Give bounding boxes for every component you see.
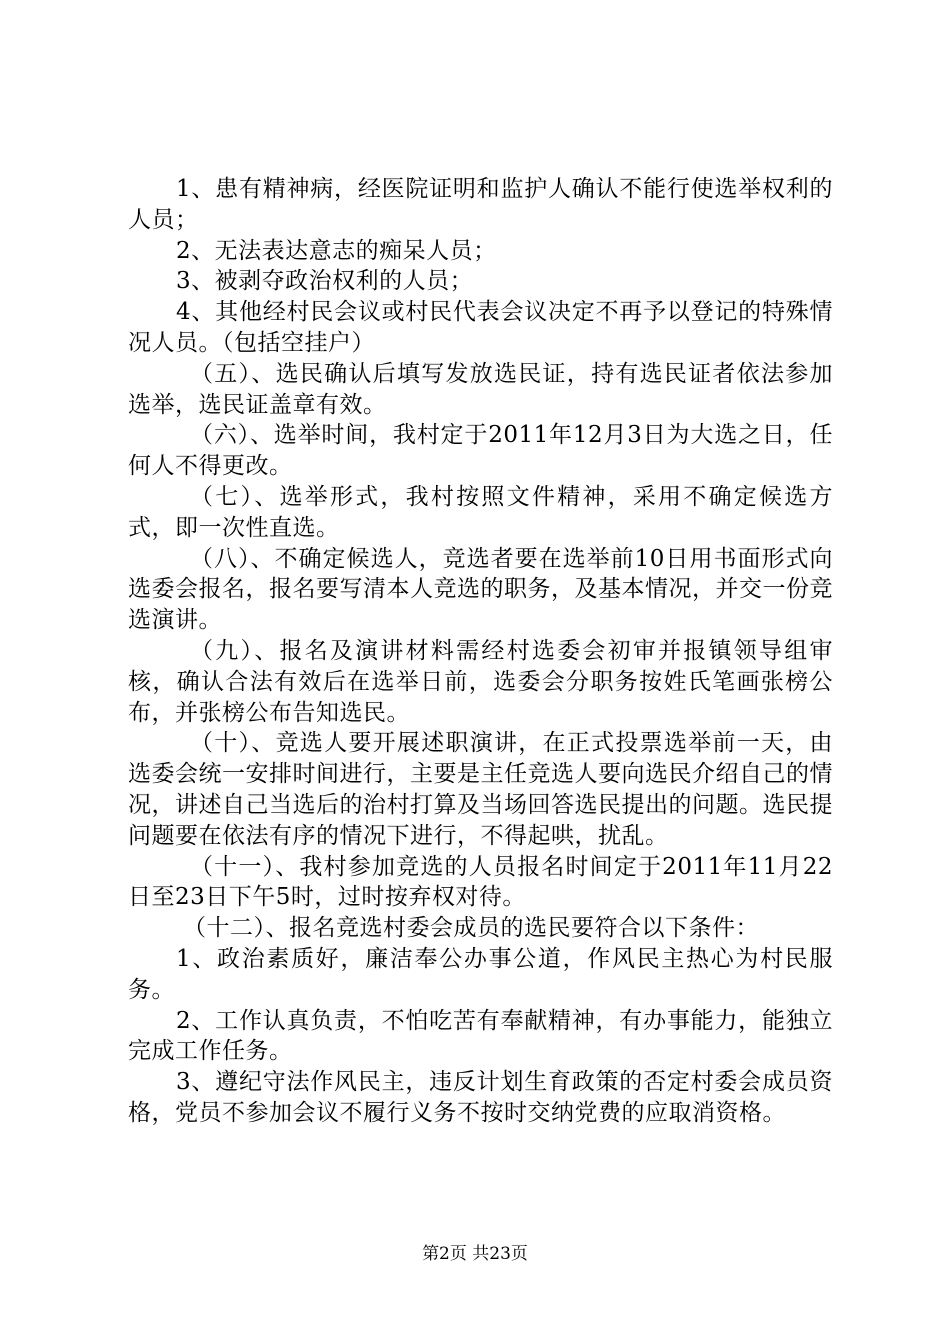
paragraph-10: （十）、竞选人要开展述职演讲，在正式投票选举前一天，由选委会统一安排时间进行，主要是主任竞选人要向选民介绍自己的情况，讲述自己当选后的治村打算及当场回答选民提出的问题。选民提问题要在依法有序的情况下进行，不得起哄，扰乱。 [128, 730, 833, 849]
paragraph-11: （十一）、我村参加竞选的人员报名时间定于2011年11月22日至23日下午5时，过时按弃权对待。 [128, 853, 833, 911]
document-body [128, 174, 833, 1129]
paragraph-15: 3、遵纪守法作风民主，违反计划生育政策的否定村委会成员资格，党员不参加会议不履行义务不按时交纳党费的应取消资格。 [128, 1069, 833, 1126]
paragraph-7: （七）、选举形式，我村按照文件精神，采用不确定候选方式，即一次性直选。 [128, 483, 833, 541]
paragraph-9: （九）、报名及演讲材料需经村选委会初审并报镇领导组审核，确认合法有效后在选举日前，选委会分职务按姓氏笔画张榜公布，并张榜公布告知选民。 [128, 637, 833, 726]
paragraph-5: （五）、选民确认后填写发放选民证，持有选民证者依法参加选举，选民证盖章有效。 [128, 360, 833, 418]
paragraph-4: 4、其他经村民会议或村民代表会议决定不再予以登记的特殊情况人员。（包括空挂户） [128, 299, 833, 356]
paragraph-6: （六）、选举时间，我村定于2011年12月3日为大选之日，任何人不得更改。 [128, 422, 833, 480]
paragraph-12: （十二）、报名竞选村委会成员的选民要符合以下条件： [183, 915, 759, 942]
paragraph-14: 2、工作认真负责，不怕吃苦有奉献精神，有办事能力，能独立完成工作任务。 [128, 1007, 833, 1065]
paragraph-3: 3、被剥夺政治权利的人员； [176, 268, 474, 295]
page-number-label: 第2页 共23页 [422, 1244, 528, 1264]
paragraph-2: 2、无法表达意志的痴呆人员； [176, 237, 497, 264]
page-footer [0, 1243, 950, 1265]
paragraph-8: （八）、不确定候选人，竞选者要在选举前10日用书面形式向选委会报名，报名要写清本人竞选的职务，及基本情况，并交一份竞选演讲。 [128, 545, 833, 634]
paragraph-1: 1、患有精神病，经医院证明和监护人确认不能行使选举权利的人员； [128, 176, 833, 233]
paragraph-13: 1、政治素质好，廉洁奉公办事公道，作风民主热心为村民服务。 [128, 945, 833, 1003]
